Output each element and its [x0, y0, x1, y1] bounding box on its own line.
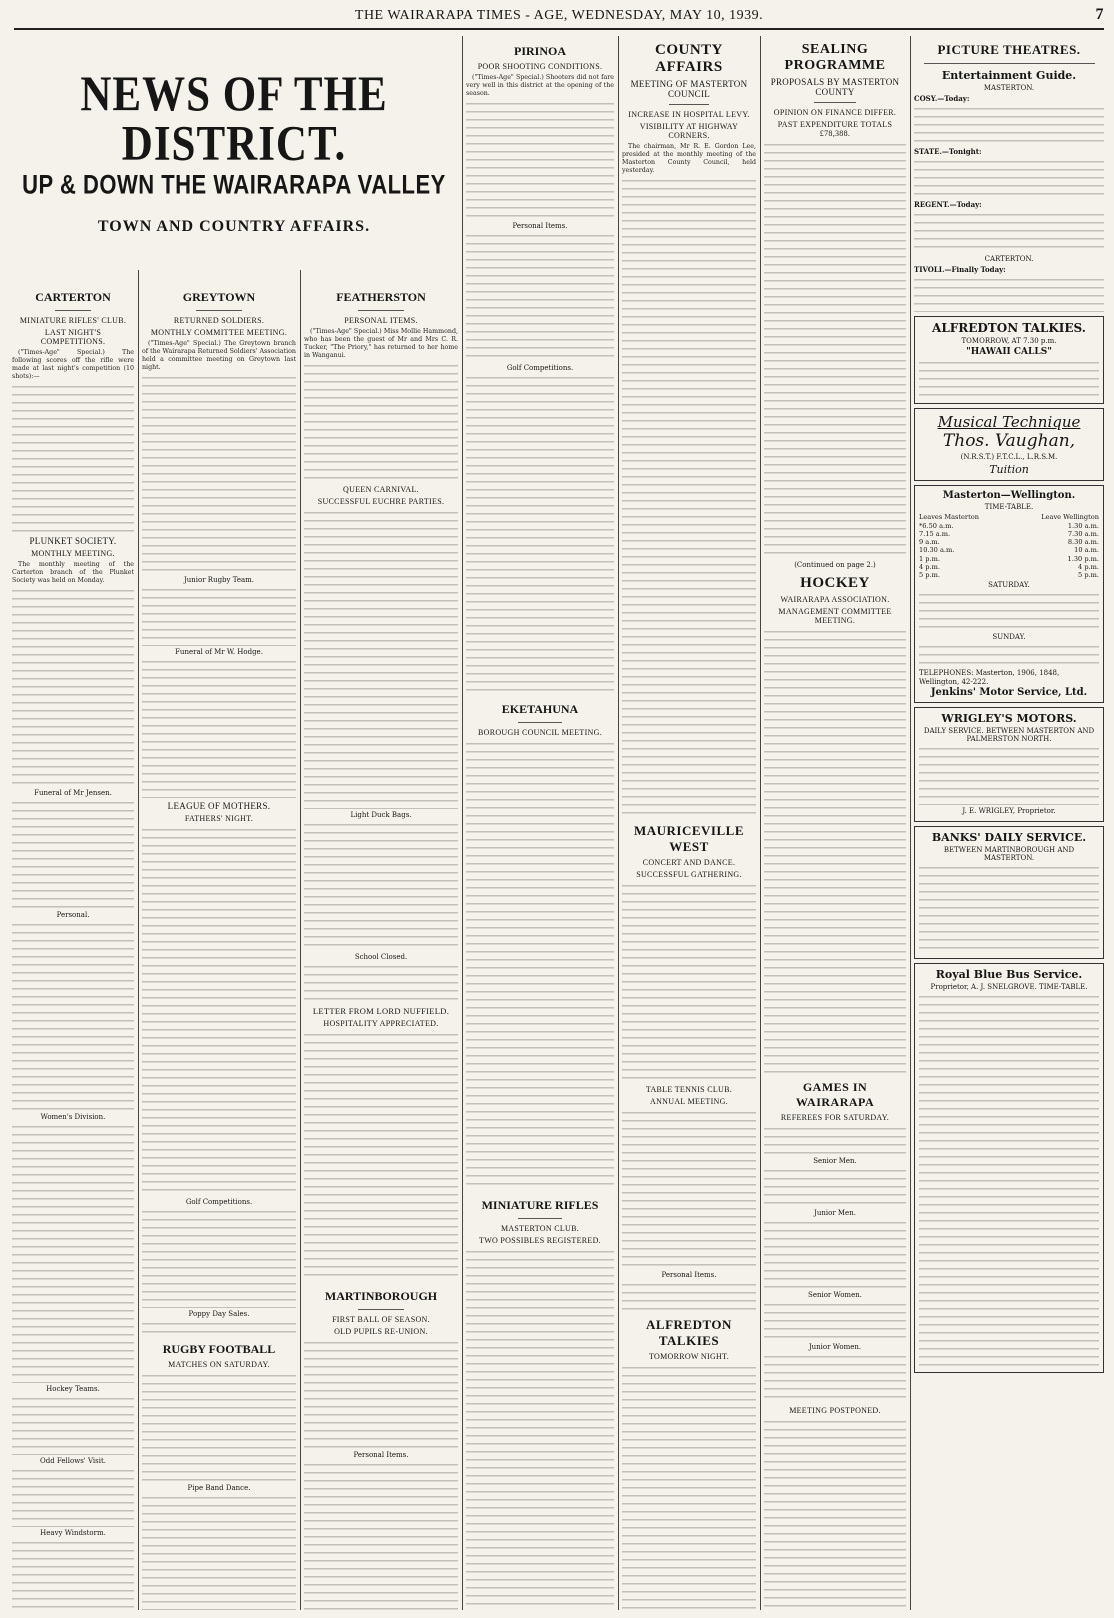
time-cell: *6.50 a.m.	[919, 521, 954, 530]
text-block	[622, 1281, 756, 1311]
ad-title: BANKS' DAILY SERVICE.	[931, 831, 1087, 845]
time-cell: 8.30 a.m.	[1067, 538, 1099, 547]
text-block	[142, 1372, 296, 1482]
time-cell: 4 p.m.	[1078, 562, 1099, 571]
article-subheading: SUCCESSFUL GATHERING.	[636, 870, 742, 880]
text-block	[914, 105, 1104, 147]
divider	[669, 104, 709, 105]
item-heading: Personal Items.	[512, 222, 568, 231]
item-heading: Senior Men.	[813, 1157, 857, 1165]
text-block	[142, 374, 296, 574]
divider	[358, 1309, 404, 1310]
column-rule	[910, 36, 911, 1610]
ad-title: Royal Blue Bus Service.	[935, 968, 1083, 982]
article-subheading: SUCCESSFUL EUCHRE PARTIES.	[317, 497, 445, 507]
ad-alfredton	[914, 316, 1104, 404]
ad-line: COSY.—Today:	[914, 94, 970, 103]
article-text: ("Times-Age" Special.) The Greytown branch of the Wairarapa Returned Soldiers' Association held a committee meeting on Greytown last night.	[142, 340, 296, 372]
text-block	[12, 1539, 134, 1610]
item-heading: Poppy Day Sales.	[188, 1310, 250, 1319]
divider	[814, 102, 857, 103]
article-heading: TABLE TENNIS CLUB.	[645, 1085, 733, 1095]
article-heading: LETTER FROM LORD NUFFIELD.	[312, 1006, 450, 1017]
article-subheading: OPINION ON FINANCE DIFFER.	[773, 108, 897, 117]
text-block	[622, 177, 756, 817]
ad-subtitle: BETWEEN MARTINBOROUGH AND MASTERTON.	[943, 846, 1075, 863]
article-heading: PERSONAL ITEMS.	[344, 316, 418, 325]
divider	[358, 310, 404, 311]
page-number: 7	[1095, 6, 1104, 23]
article-subheading: MONTHLY MEETING.	[31, 549, 115, 559]
divider	[55, 310, 92, 311]
text-block	[914, 276, 1104, 312]
item-heading: Junior Rugby Team.	[183, 576, 255, 585]
time-cell: 9 a.m.	[919, 538, 940, 547]
day-heading: SATURDAY.	[988, 581, 1030, 590]
article-subheading: MONTHLY COMMITTEE MEETING.	[150, 328, 288, 337]
timetable-row	[919, 530, 1099, 538]
ad-wrigley	[914, 707, 1104, 822]
text-block	[466, 232, 614, 362]
article-heading: MINIATURE RIFLES' CLUB.	[19, 316, 127, 325]
masthead	[14, 6, 1104, 30]
article-text: ("Times-Age" Special.) The following scores off the rifle were made at last night's competition (10 shots):—	[12, 349, 134, 381]
time-cell: 5 p.m.	[919, 571, 940, 580]
ad-name: Thos. Vaughan,	[942, 431, 1076, 452]
ad-royal-blue	[914, 963, 1104, 1373]
place-heading: MARTINBOROUGH	[324, 1289, 438, 1304]
article-heading: PROPOSALS BY MASTERTON COUNTY	[770, 77, 900, 97]
text-block	[466, 100, 614, 220]
item-heading: Junior Women.	[808, 1343, 862, 1351]
item-heading: Senior Women.	[808, 1291, 862, 1299]
article-text: ("Times-Age" Special.) Miss Mollie Hammond, who has been the guest of Mr and Mrs C. R. Tucker, "The Priory," has returned to her home in Wanganui.	[304, 328, 458, 360]
text-block	[142, 1208, 296, 1308]
text-block	[304, 1031, 458, 1281]
item-heading: Funeral of Mr Jensen.	[34, 789, 112, 798]
timetable-row	[919, 571, 1099, 579]
column-rule	[462, 36, 463, 1610]
text-block	[304, 821, 458, 951]
text-block	[466, 740, 614, 1190]
text-block	[919, 591, 1099, 631]
ad-company: Jenkins' Motor Service, Ltd.	[930, 687, 1088, 699]
text-block	[142, 586, 296, 646]
text-block	[919, 864, 1099, 954]
header-right: Leave Wellington	[1041, 513, 1099, 522]
ad-time: TOMORROW, AT 7.30 p.m.	[961, 337, 1057, 346]
time-cell: 7.15 a.m.	[919, 529, 951, 538]
timetable-row	[919, 538, 1099, 546]
text-block	[919, 359, 1099, 399]
place-heading: PIRINOA	[513, 44, 566, 58]
article-heading: PLUNKET SOCIETY.	[29, 536, 117, 547]
place-heading: SEALING PROGRAMME	[784, 42, 886, 73]
item-heading: Personal.	[56, 911, 90, 920]
item-heading: Heavy Windstorm.	[40, 1529, 106, 1538]
column-rule	[618, 36, 619, 1610]
ad-line: STATE.—Tonight:	[914, 147, 982, 157]
text-block	[12, 921, 134, 1111]
column-rule	[760, 36, 761, 1610]
ad-phones: TELEPHONES: Masterton, 1906, 1848, Wellington, 42-222.	[919, 669, 1060, 687]
article-subheading: INCREASE IN HOSPITAL LEVY.	[628, 110, 750, 119]
article-subheading: HOSPITALITY APPRECIATED.	[323, 1019, 439, 1029]
place-heading: HOCKEY	[800, 575, 870, 591]
text-block	[764, 141, 906, 559]
item-heading: Junior Men.	[814, 1209, 856, 1217]
text-block	[12, 1395, 134, 1455]
text-block	[304, 1461, 458, 1610]
ad-subtitle: DAILY SERVICE. BETWEEN MASTERTON AND PALMERSTON NORTH.	[923, 727, 1095, 744]
text-block	[764, 1125, 906, 1155]
text-block	[142, 658, 296, 798]
article-heading: MEETING POSTPONED.	[789, 1406, 881, 1415]
time-cell: 4 p.m.	[919, 562, 940, 571]
day-heading: SUNDAY.	[992, 633, 1026, 642]
ad-place: CARTERTON.	[984, 255, 1034, 264]
item-heading: Hockey Teams.	[46, 1385, 100, 1394]
timetable-row	[919, 522, 1099, 530]
section-banner	[14, 67, 454, 236]
text-block	[466, 1248, 614, 1610]
divider	[518, 722, 562, 723]
text-block	[142, 1494, 296, 1610]
text-block	[914, 211, 1104, 253]
time-cell: 10 a.m.	[1074, 546, 1099, 555]
ad-place: MASTERTON.	[983, 84, 1035, 92]
place-heading: MAURICEVILLE WEST	[633, 823, 744, 855]
timetable-row	[919, 555, 1099, 563]
article-subheading: MATCHES ON SATURDAY.	[168, 1360, 270, 1370]
time-cell: 7.30 a.m.	[1067, 529, 1099, 538]
text-block	[142, 826, 296, 1196]
item-heading: Personal Items.	[661, 1271, 717, 1280]
divider	[518, 1218, 562, 1219]
ad-music-teacher	[914, 408, 1104, 481]
column-rule	[138, 270, 139, 1610]
text-block	[764, 628, 906, 1074]
banner-title: NEWS OF THE DISTRICT.	[80, 67, 388, 171]
text-block	[466, 374, 614, 694]
place-heading: COUNTY AFFAIRS	[654, 42, 723, 75]
place-heading: CARTERTON	[35, 290, 111, 304]
article-text: The chairman, Mr R. E. Gordon Lee, presided at the monthly meeting of the Masterton County Council, held yesterday.	[622, 143, 756, 175]
column-rule	[300, 270, 301, 1610]
article-heading: TOMORROW NIGHT.	[648, 1352, 730, 1362]
banner-section-label: TOWN AND COUNTRY AFFAIRS.	[97, 218, 371, 235]
article-subheading: ANNUAL MEETING.	[650, 1097, 728, 1107]
item-heading: Light Duck Bags.	[350, 811, 412, 820]
article-heading: BOROUGH COUNCIL MEETING.	[477, 728, 602, 738]
article-subheading: PAST EXPENDITURE TOTALS £78,388.	[777, 120, 893, 138]
timetable-row	[919, 563, 1099, 571]
column-pirinoa	[466, 36, 614, 1610]
ad-subtitle: TIME-TABLE.	[984, 503, 1034, 512]
article-subheading: TWO POSSIBLES REGISTERED.	[479, 1236, 601, 1246]
place-heading: ALFREDTON TALKIES	[646, 1317, 732, 1349]
article-text: ("Times-Age" Special.) Shooters did not fare very well in this district at the opening of the season.	[466, 74, 614, 98]
article-heading: WAIRARAPA ASSOCIATION.	[780, 595, 890, 604]
article-text: The monthly meeting of the Carterton branch of the Plunket Society was held on Monday.	[12, 561, 134, 585]
text-block	[919, 745, 1099, 805]
ad-title: Masterton—Wellington.	[942, 490, 1076, 502]
text-block	[304, 509, 458, 809]
text-block	[622, 1109, 756, 1269]
item-heading: Golf Competitions.	[185, 1198, 253, 1207]
time-cell: 5 p.m.	[1078, 571, 1099, 580]
text-block	[919, 643, 1099, 669]
text-block	[304, 1339, 458, 1449]
ad-tuition: Tuition	[989, 463, 1029, 477]
article-heading: QUEEN CARNIVAL.	[343, 485, 419, 495]
text-block	[764, 1219, 906, 1289]
text-block	[12, 383, 134, 533]
column-county-affairs	[622, 36, 756, 1610]
ad-line: REGENT.—Today:	[914, 200, 982, 210]
article-subheading: MANAGEMENT COMMITTEE MEETING.	[778, 607, 892, 625]
article-heading: CONCERT AND DANCE.	[642, 858, 736, 868]
text-block	[12, 1467, 134, 1527]
text-block	[304, 362, 458, 482]
place-heading: GAMES IN WAIRARAPA	[795, 1080, 875, 1109]
article-heading: REFEREES FOR SATURDAY.	[780, 1113, 890, 1122]
article-subheading: FATHERS' NIGHT.	[184, 814, 254, 824]
column-sealing	[764, 36, 906, 1610]
text-block	[12, 587, 134, 787]
item-heading: Funeral of Mr W. Hodge.	[175, 648, 263, 657]
article-heading: MEETING OF MASTERTON COUNCIL	[630, 79, 748, 99]
ad-title: WRIGLEY'S MOTORS.	[941, 712, 1077, 726]
continued-note: (Continued on page 2.)	[794, 561, 876, 569]
time-cell: 10.30 a.m.	[919, 546, 955, 555]
divider	[924, 63, 1095, 64]
place-heading: EKETAHUNA	[501, 702, 579, 717]
text-block	[12, 799, 134, 909]
banner-subtitle: UP & DOWN THE WAIRARAPA VALLEY	[22, 169, 446, 200]
text-block	[764, 1418, 906, 1610]
ad-proprietor: J. E. WRIGLEY, Proprietor.	[962, 807, 1056, 816]
item-heading: Pipe Band Dance.	[187, 1484, 251, 1493]
ad-line: TIVOLI.—Finally Today:	[914, 265, 1006, 275]
ad-title: Musical Technique	[937, 413, 1081, 432]
timetable-header	[919, 513, 1099, 521]
text-block	[764, 1301, 906, 1341]
text-block	[914, 158, 1104, 200]
text-block	[622, 882, 756, 1082]
article-heading: POOR SHOOTING CONDITIONS.	[477, 62, 603, 71]
article-subheading: OLD PUPILS RE-UNION.	[334, 1327, 428, 1337]
item-heading: Golf Competitions.	[506, 364, 574, 373]
divider	[196, 310, 242, 311]
text-block	[142, 1320, 296, 1334]
text-block	[764, 1353, 906, 1403]
article-heading: RETURNED SOLDIERS.	[173, 316, 265, 325]
article-subheading: VISIBILITY AT HIGHWAY CORNERS.	[639, 122, 739, 140]
ad-quals: (N.R.S.T.) F.T.C.L., L.R.S.M.	[960, 453, 1058, 462]
article-heading: LEAGUE OF MOTHERS.	[167, 801, 271, 812]
place-heading: GREYTOWN	[182, 290, 256, 304]
text-block	[919, 993, 1099, 1373]
header-left: Leaves Masterton	[919, 513, 979, 522]
item-heading: Personal Items.	[353, 1451, 409, 1460]
item-heading: Women's Division.	[40, 1113, 106, 1122]
column-carterton	[12, 282, 134, 1610]
column-featherston	[304, 282, 458, 1610]
text-block	[304, 963, 458, 1003]
ad-subheading: Entertainment Guide.	[941, 69, 1077, 82]
article-heading: MASTERTON CLUB.	[500, 1224, 580, 1234]
time-cell: 1.30 a.m.	[1067, 521, 1099, 530]
article-heading: RUGBY FOOTBALL	[162, 1342, 276, 1357]
item-heading: Odd Fellows' Visit.	[39, 1457, 106, 1466]
place-heading: MINIATURE RIFLES	[481, 1198, 599, 1213]
time-cell: 1 p.m.	[919, 554, 940, 563]
ad-heading: PICTURE THEATRES.	[937, 42, 1081, 57]
ad-timetable	[914, 485, 1104, 703]
text-block	[764, 1167, 906, 1207]
place-heading: FEATHERSTON	[336, 290, 426, 304]
ad-proprietor: Proprietor, A. J. SNELGROVE. TIME-TABLE.	[930, 983, 1088, 992]
item-heading: School Closed.	[354, 953, 408, 962]
ad-film: "HAWAII CALLS"	[966, 347, 1052, 358]
time-cell: 1.30 p.m.	[1067, 554, 1099, 563]
column-greytown	[142, 282, 296, 1610]
timetable-row	[919, 546, 1099, 554]
ad-banks	[914, 826, 1104, 959]
text-block	[622, 1364, 756, 1610]
ad-title: ALFREDTON TALKIES.	[932, 321, 1086, 336]
masthead-title: THE WAIRARAPA TIMES - AGE, WEDNESDAY, MAY 10, 1939.	[354, 8, 764, 23]
article-subheading: LAST NIGHT'S COMPETITIONS.	[40, 328, 106, 346]
article-heading: FIRST BALL OF SEASON.	[332, 1315, 430, 1325]
text-block	[12, 1123, 134, 1383]
column-advertisements	[914, 36, 1104, 1610]
